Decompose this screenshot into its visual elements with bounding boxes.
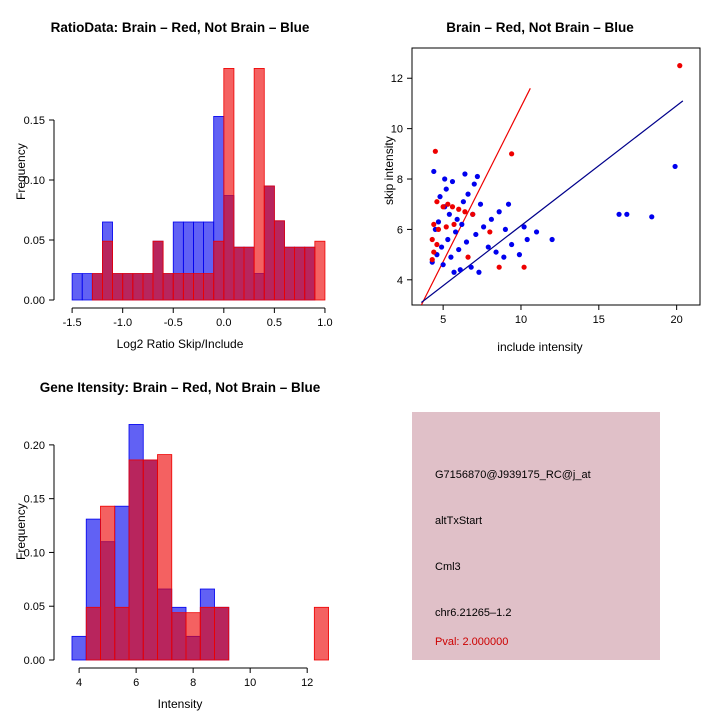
histogram-bar (72, 274, 82, 300)
scatter-point (475, 174, 480, 179)
y-tick-label: 6 (396, 224, 403, 237)
info-panel (412, 412, 660, 660)
scatter-point (445, 237, 450, 242)
pval-text: Pval: 2.000000 (435, 636, 509, 648)
ratio-histogram-title: RatioData: Brain – Red, Not Brain – Blue (50, 20, 310, 35)
histogram-bar (129, 460, 143, 660)
scatter-point (464, 239, 469, 244)
scatter-point (441, 204, 446, 209)
x-tick-label: 12 (301, 677, 314, 689)
scatter-point (497, 209, 502, 214)
histogram-bar (123, 274, 133, 300)
histogram-bar (200, 607, 214, 660)
scatter-title: Brain – Red, Not Brain – Blue (446, 20, 634, 35)
histogram-bars (72, 424, 329, 660)
y-tick-label: 0.15 (23, 115, 45, 127)
scatter-point (439, 244, 444, 249)
scatter-point (465, 255, 470, 260)
scatter-point (503, 227, 508, 232)
gene-histogram-plot (0, 360, 360, 720)
scatter-point (462, 209, 467, 214)
histogram-bar (295, 247, 305, 300)
scatter-point (506, 202, 511, 207)
panel-ratio-histogram (0, 0, 360, 360)
scatter-point (455, 217, 460, 222)
scatter-point (470, 212, 475, 217)
scatter-point (450, 179, 455, 184)
histogram-bar (173, 274, 183, 300)
histogram-bar (72, 636, 86, 660)
x-tick-label: -0.5 (163, 317, 183, 329)
scatter-point (487, 229, 492, 234)
x-tick-label: 1.0 (317, 317, 333, 329)
scatter-point (478, 202, 483, 207)
gene-histogram-xlabel: Intensity (157, 697, 203, 711)
scatter-point (431, 249, 436, 254)
scatter-point (437, 194, 442, 199)
histogram-bar (143, 460, 157, 660)
scatter-point (451, 222, 456, 227)
histogram-bar (113, 274, 123, 300)
scatter-point (509, 242, 514, 247)
scatter-point (525, 237, 530, 242)
scatter-point (436, 227, 441, 232)
scatter-point (456, 247, 461, 252)
y-tick-label: 0.00 (23, 295, 45, 307)
histogram-bar (172, 613, 186, 660)
scatter-point (476, 270, 481, 275)
scatter-point (430, 237, 435, 242)
y-tick-label: 10 (390, 123, 403, 136)
scatter-point (469, 265, 474, 270)
gene-histogram-ylabel: Frequency (14, 503, 28, 560)
scatter-point (509, 151, 514, 156)
scatter-point (448, 255, 453, 260)
histogram-bar (305, 247, 315, 300)
scatter-point (444, 186, 449, 191)
scatter-points (430, 63, 683, 275)
scatter-point (465, 192, 470, 197)
scatter-point (462, 171, 467, 176)
panel-gene-intensity-histogram (0, 360, 360, 720)
x-tick-label: 5 (440, 314, 447, 326)
probe-id-text: G7156870@J939175_RC@j_at (435, 469, 591, 481)
histogram-bar (193, 274, 203, 300)
histogram-bar (143, 274, 153, 300)
scatter-point (461, 199, 466, 204)
scatter-point (521, 265, 526, 270)
scatter-point (677, 63, 682, 68)
ratio-histogram-plot (0, 0, 360, 360)
scatter-point (501, 255, 506, 260)
x-tick-label: 0.5 (266, 317, 283, 329)
y-tick-label: 0.20 (23, 439, 45, 452)
histogram-bar (215, 607, 229, 660)
histogram-bar (244, 247, 254, 300)
y-tick-label: 0.15 (23, 493, 45, 506)
scatter-point (493, 249, 498, 254)
histogram-bar (314, 607, 328, 660)
scatter-point (451, 270, 456, 275)
histogram-bar (86, 607, 100, 660)
histogram-bar (100, 506, 114, 660)
panel-intensity-scatter (360, 0, 720, 360)
histogram-bar (183, 274, 193, 300)
scatter-point (521, 224, 526, 229)
scatter-point (458, 267, 463, 272)
histogram-bar (82, 274, 92, 300)
histogram-bar (163, 274, 173, 300)
scatter-point (434, 199, 439, 204)
histogram-bar (264, 186, 274, 300)
histogram-bar (115, 607, 129, 660)
histogram-bar (254, 68, 264, 300)
y-tick-label: 0.05 (23, 601, 45, 614)
gene-histogram-title: Gene Itensity: Brain – Red, Not Brain – Blue (39, 380, 321, 395)
histogram-bar (224, 68, 234, 300)
scatter-point (534, 229, 539, 234)
scatter-point (431, 169, 436, 174)
scatter-point (497, 265, 502, 270)
scatter-xlabel: include intensity (497, 340, 583, 354)
x-tick-label: 15 (592, 314, 605, 326)
histogram-bar (102, 241, 112, 300)
scatter-ylabel: skip intensity (382, 136, 396, 205)
scatter-point (472, 181, 477, 186)
x-tick-label: 6 (133, 677, 140, 689)
y-tick-label: 0.10 (23, 175, 45, 187)
scatter-point (450, 204, 455, 209)
scatter-point (431, 222, 436, 227)
x-tick-label: 20 (670, 314, 683, 326)
ratio-histogram-xlabel: Log2 Ratio Skip/Include (116, 337, 244, 351)
scatter-point (473, 232, 478, 237)
scatter-point (550, 237, 555, 242)
scatter-point (434, 242, 439, 247)
scatter-point (459, 222, 464, 227)
scatter-plot (360, 0, 720, 360)
event-type-text: altTxStart (435, 515, 483, 527)
scatter-point (433, 149, 438, 154)
scatter-point (445, 202, 450, 207)
scatter-point (430, 257, 435, 262)
scatter-point (444, 224, 449, 229)
scatter-point (486, 244, 491, 249)
histogram-bar (158, 455, 172, 660)
histogram-bar (214, 241, 224, 300)
y-tick-label: 0.05 (23, 235, 45, 247)
histogram-bar (274, 221, 284, 300)
x-tick-label: 8 (190, 677, 197, 689)
x-tick-label: 10 (244, 677, 257, 689)
histogram-bar (204, 274, 214, 300)
scatter-point (441, 262, 446, 267)
y-tick-label: 4 (396, 274, 403, 287)
scatter-point (456, 207, 461, 212)
x-tick-label: -1.0 (113, 317, 133, 329)
scatter-point (672, 164, 677, 169)
histogram-bar (133, 274, 143, 300)
histogram-bar (234, 247, 244, 300)
y-tick-label: 8 (396, 174, 403, 187)
scatter-point (624, 212, 629, 217)
histogram-bar (186, 613, 200, 660)
histogram-bar (315, 241, 325, 300)
x-tick-label: 0.0 (216, 317, 232, 329)
scatter-point (453, 229, 458, 234)
x-tick-label: 10 (514, 314, 528, 326)
scatter-point (616, 212, 621, 217)
scatter-point (489, 217, 494, 222)
scatter-point (447, 212, 452, 217)
plot-frame (412, 48, 700, 305)
y-tick-label: 0.10 (23, 547, 45, 560)
y-tick-label: 0.00 (23, 655, 45, 667)
histogram-bar (284, 247, 294, 300)
coordinates-text: chr6.21265–1.2 (435, 607, 512, 619)
scatter-point (436, 219, 441, 224)
scatter-point (481, 224, 486, 229)
scatter-point (442, 176, 447, 181)
histogram-bars (72, 68, 325, 300)
scatter-point (517, 252, 522, 257)
scatter-point (649, 214, 654, 219)
gene-name-text: Cml3 (435, 561, 461, 573)
y-tick-label: 12 (390, 73, 403, 86)
x-tick-label: -1.5 (62, 317, 82, 329)
histogram-bar (92, 274, 102, 300)
histogram-bar (153, 241, 163, 300)
x-tick-label: 4 (76, 677, 83, 689)
trend-lines (421, 88, 683, 305)
ratio-histogram-ylabel: Frequency (14, 143, 28, 200)
